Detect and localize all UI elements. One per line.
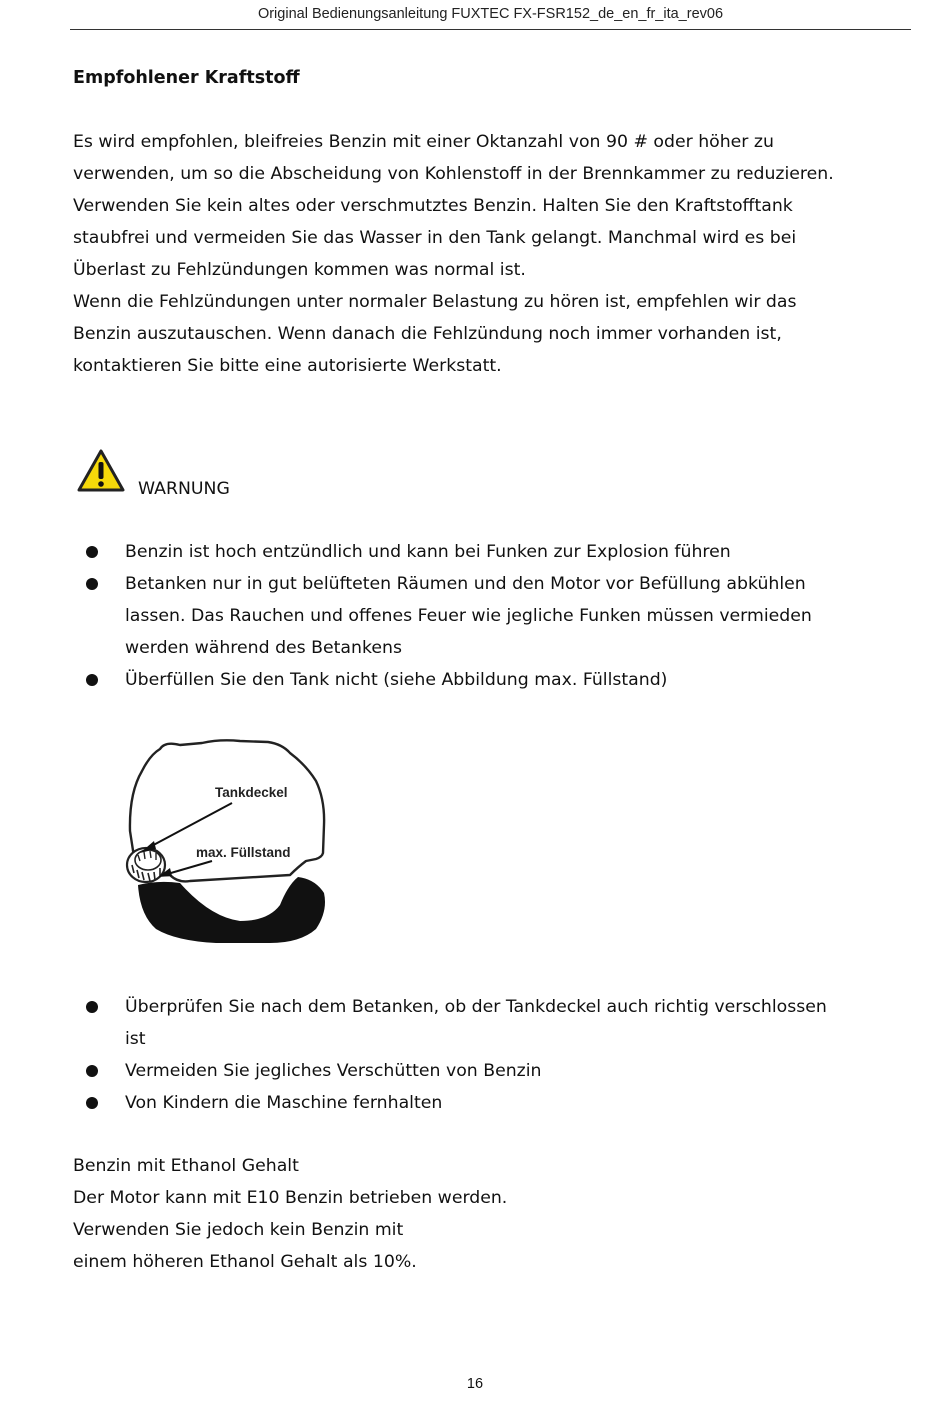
ethanol-line: Verwenden Sie jedoch kein Benzin mit: [73, 1220, 404, 1240]
list-item-text: Von Kindern die Maschine fernhalten: [125, 1093, 443, 1113]
ethanol-section: [73, 1150, 507, 1278]
list-item-text: lassen. Das Rauchen und offenes Feuer wie jegliche Funken müssen vermieden: [125, 606, 812, 626]
list-item: [85, 568, 812, 664]
bullet-icon: [86, 578, 98, 590]
list-item-text: ist: [125, 1029, 146, 1049]
warning-list-continued: [85, 991, 827, 1119]
ethanol-line: Der Motor kann mit E10 Benzin betrieben werden.: [73, 1188, 508, 1208]
tank-cap-label: Tankdeckel: [215, 785, 288, 800]
list-item: [85, 1055, 827, 1087]
list-item-text: Überfüllen Sie den Tank nicht (siehe Abbildung max. Füllstand): [125, 670, 668, 690]
paragraph-line: kontaktieren Sie bitte eine autorisierte Werkstatt.: [73, 356, 502, 376]
list-item-text: Benzin ist hoch entzündlich und kann bei Funken zur Explosion führen: [125, 542, 731, 562]
ethanol-line: einem höheren Ethanol Gehalt als 10%.: [73, 1252, 417, 1272]
list-item-text: Vermeiden Sie jegliches Verschütten von Benzin: [125, 1061, 542, 1081]
paragraph-line: Benzin auszutauschen. Wenn danach die Fehlzündung noch immer vorhanden ist,: [73, 324, 782, 344]
list-item: [85, 664, 812, 696]
paragraph-line: Überlast zu Fehlzündungen kommen was normal ist.: [73, 260, 526, 280]
fuel-tank-illustration: [120, 735, 335, 947]
bullet-icon: [86, 1097, 98, 1109]
warning-triangle-icon: [77, 449, 125, 492]
document-header: Original Bedienungsanleitung FUXTEC FX-FSR152_de_en_fr_ita_rev06: [257, 6, 724, 22]
paragraph-line: Wenn die Fehlzündungen unter normaler Belastung zu hören ist, empfehlen wir das: [73, 292, 797, 312]
bullet-icon: [86, 674, 98, 686]
section-heading: Empfohlener Kraftstoff: [73, 68, 300, 88]
bullet-icon: [86, 1065, 98, 1077]
fuel-paragraph: [73, 126, 834, 382]
bullet-icon: [86, 1001, 98, 1013]
list-item-text: werden während des Betankens: [125, 638, 402, 658]
list-item-text: Betanken nur in gut belüfteten Räumen und den Motor vor Befüllung abkühlen: [125, 574, 806, 594]
list-item: [85, 536, 812, 568]
list-item-text: Überprüfen Sie nach dem Betanken, ob der Tankdeckel auch richtig verschlossen: [125, 997, 827, 1017]
warning-label: WARNUNG: [138, 479, 230, 499]
paragraph-line: Verwenden Sie kein altes oder verschmutztes Benzin. Halten Sie den Kraftstofftank: [73, 196, 793, 216]
header-divider: [70, 29, 911, 30]
list-item: [85, 991, 827, 1055]
tank-figure: [120, 735, 335, 947]
ethanol-line: Benzin mit Ethanol Gehalt: [73, 1156, 299, 1176]
max-level-label: max. Füllstand: [196, 845, 291, 860]
paragraph-line: Es wird empfohlen, bleifreies Benzin mit einer Oktanzahl von 90 # oder höher zu: [73, 132, 774, 152]
paragraph-line: verwenden, um so die Abscheidung von Kohlenstoff in der Brennkammer zu reduzieren.: [73, 164, 834, 184]
paragraph-line: staubfrei und vermeiden Sie das Wasser in den Tank gelangt. Manchmal wird es bei: [73, 228, 797, 248]
page-number: 16: [466, 1376, 484, 1392]
bullet-icon: [86, 546, 98, 558]
warning-list: [85, 536, 812, 696]
list-item: [85, 1087, 827, 1119]
